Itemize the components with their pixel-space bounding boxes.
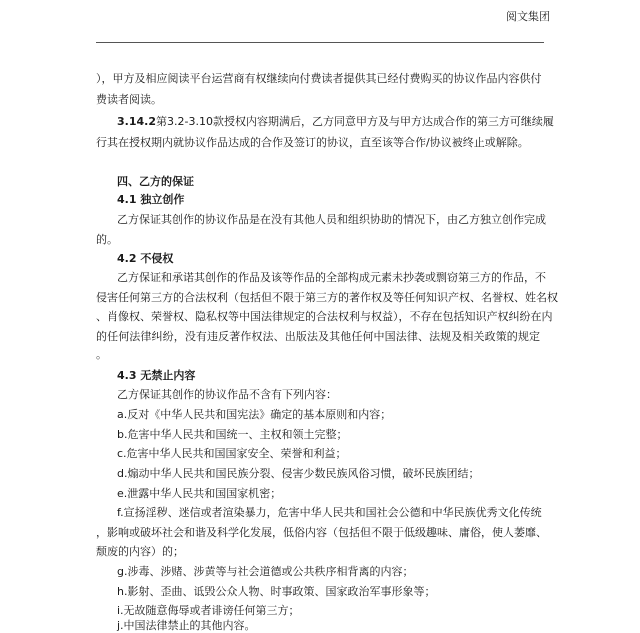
clause-text-line: 行其在授权期内就协议作品达成的合作及签订的协议，直至该等合作/协议被终止或解除。 xyxy=(96,136,529,149)
clause-text-line: ），甲方及相应阅读平台运营商有权继续向付费读者提供其已经付费购买的协议作品内容供付 xyxy=(96,72,542,85)
list-item: c.危害中华人民共和国国家安全、荣誉和利益； xyxy=(117,447,347,460)
subsection-heading: 4.2 不侵权 xyxy=(117,252,174,265)
paragraph-line: 的。 xyxy=(96,233,118,246)
paragraph-line: 乙方保证和承诺其创作的作品及该等作品的全部构成元素未抄袭或剽窃第三方的作品，不 xyxy=(117,271,546,284)
section-title: 四、乙方的保证 xyxy=(117,175,194,188)
header-divider xyxy=(96,42,544,43)
clause-text-line: 费读者阅读。 xyxy=(96,93,162,106)
paragraph-line: 乙方保证其创作的协议作品不含有下列内容： xyxy=(117,388,337,401)
list-item: b.危害中华人民共和国统一、主权和领土完整； xyxy=(117,428,348,441)
paragraph-line: 乙方保证其创作的协议作品是在没有其他人员和组织协助的情况下，由乙方独立创作完成 xyxy=(117,213,546,226)
list-item: d.煽动中华人民共和国民族分裂、侵害少数民族风俗习惯，破坏民族团结； xyxy=(117,467,480,480)
paragraph-line: 的任何法律纠纷，没有违反著作权法、出版法及其他任何中国法律、法规及相关政策的规定 xyxy=(96,330,540,343)
list-item: h.影射、歪曲、诋毁公众人物、时事政策、国家政治军事形象等； xyxy=(117,585,436,598)
list-item: g.涉毒、涉赌、涉黄等与社会道德或公共秩序相背离的内容； xyxy=(117,565,414,578)
list-item: f.宣扬淫秽、迷信或者渲染暴力，危害中华人民共和国社会公德和中华民族优秀文化传统 xyxy=(117,506,542,519)
paragraph-line: 、肖像权、荣誉权、隐私权等中国法律规定的合法权利与权益），不存在包括知识产权纠纷在内 xyxy=(96,310,553,323)
paragraph-line: 侵害任何第三方的合法权利（包括但不限于第三方的著作权及等任何知识产权、名誉权、姓名权 xyxy=(96,291,558,304)
clause-number: 3.14.2 xyxy=(117,115,156,128)
subsection-heading: 4.1 独立创作 xyxy=(117,193,185,206)
list-item: i.无故随意侮辱或者诽谤任何第三方； xyxy=(117,604,300,617)
list-item: e.泄露中华人民共和国国家机密； xyxy=(117,487,282,500)
header-company-name: 阅文集团 xyxy=(506,10,550,23)
clause-text: 第3.2-3.10款授权内容期满后，乙方同意甲方及与甲方达成合作的第三方可继续履 xyxy=(155,115,554,128)
subsection-heading: 4.3 无禁止内容 xyxy=(117,369,196,382)
list-item: j.中国法律禁止的其他内容。 xyxy=(117,619,256,632)
paragraph-line: 。 xyxy=(96,348,107,361)
list-item: ，影响或破坏社会和谐及科学化发展，低俗内容（包括但不限于低级趣味、庸俗，使人萎靡、 xyxy=(96,526,547,539)
clause-3-14-2-line1 xyxy=(117,115,554,129)
list-item: 颓废的内容）的； xyxy=(96,545,184,558)
list-item: a.反对《中华人民共和国宪法》确定的基本原则和内容； xyxy=(117,408,392,421)
